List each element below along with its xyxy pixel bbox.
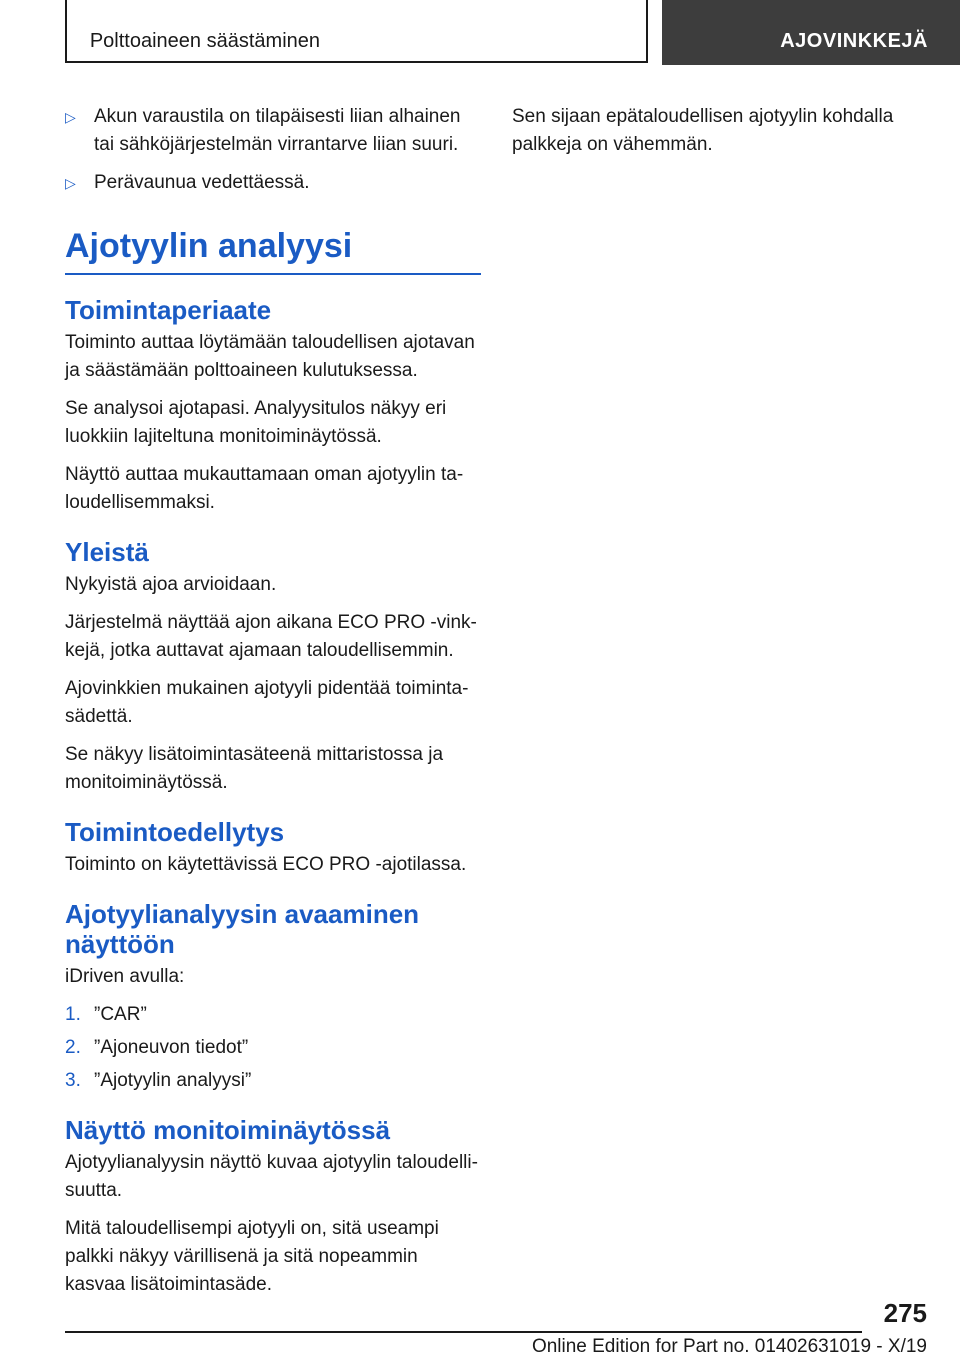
numbered-step [65, 1034, 481, 1062]
numbered-step [65, 1001, 481, 1029]
paragraph: Toiminto auttaa löytämään taloudellisen ajotavan ja säästämään polttoaineen kulutuksessa. [65, 332, 475, 381]
paragraph: Näyttö auttaa mukauttamaan oman ajotyylin taloudellisemmaksi. [65, 464, 464, 513]
section-title: Polttoaineen säästäminen [89, 30, 320, 52]
paragraph: Mitä taloudellisempi ajotyyli on, sitä useampi palkki näkyy värillisenä ja sitä nopeammin kasvaa lisätoimintasäde. [65, 1218, 439, 1295]
paragraph: Se näkyy lisätoimintasäteenä mittaristossa ja monitoiminäytössä. [65, 744, 444, 793]
paragraph: Järjestelmä näyttää ajon aikana ECO PRO ‐vinkkejä, jotka auttavat ajamaan taloudellisemmin. [65, 612, 477, 661]
numbered-step [65, 1067, 481, 1095]
list-item [65, 103, 481, 159]
step-text: ”Ajotyylin analyysi” [94, 1070, 252, 1091]
page-number: 275 [883, 1298, 927, 1328]
paragraph: iDriven avulla: [65, 966, 185, 987]
paragraph: Toiminto on käytettävissä ECO PRO ‐ajotilassa. [65, 854, 467, 875]
right-column [512, 103, 912, 169]
left-column [65, 103, 481, 1309]
step-text: ”CAR” [94, 1004, 147, 1025]
chapter-tab-label: AJOVINKKEJÄ [780, 30, 928, 52]
paragraph: Nykyistä ajoa arvioidaan. [65, 574, 277, 595]
footer-edition-text: Online Edition for Part no. 01402631019 - X/19 [531, 1336, 927, 1357]
section-heading-principle: Toimintaperiaate [65, 295, 272, 325]
paragraph: Se analysoi ajotapasi. Analyysitulos näkyy eri luokkiin lajiteltuna monitoiminäytössä. [65, 398, 447, 447]
triangle-bullet-icon: ▷ [65, 175, 76, 191]
section-heading-display: Näyttö monitoiminäytössä [65, 1115, 391, 1145]
header-frame [65, 0, 648, 63]
chapter-tab [662, 0, 960, 65]
list-item-text: Akun varaustila on tilapäisesti liian alhainen tai sähköjärjestelmän virrantarve liian suuri. [94, 106, 461, 155]
footer-divider [65, 1331, 862, 1333]
list-item [65, 169, 481, 197]
step-number: 1. [65, 1004, 81, 1025]
page-title: Ajotyylin analyysi [65, 225, 481, 275]
step-number: 2. [65, 1037, 81, 1058]
step-number: 3. [65, 1070, 81, 1091]
section-heading-general: Yleistä [65, 537, 149, 567]
list-item-text: Perävaunua vedettäessä. [94, 172, 310, 193]
section-heading-open: Ajotyylianalyysin avaaminen näyttöön [65, 899, 420, 959]
step-text: ”Ajoneuvon tiedot” [94, 1037, 249, 1058]
section-heading-requirements: Toimintoedellytys [65, 817, 285, 847]
paragraph: Ajotyylianalyysin näyttö kuvaa ajotyylin taloudellisuutta. [65, 1152, 478, 1201]
triangle-bullet-icon: ▷ [65, 109, 76, 125]
paragraph: Ajovinkkien mukainen ajotyyli pidentää toimintasädettä. [65, 678, 469, 727]
paragraph: Sen sijaan epätaloudellisen ajotyylin kohdalla palkkeja on vähemmän. [512, 106, 894, 155]
